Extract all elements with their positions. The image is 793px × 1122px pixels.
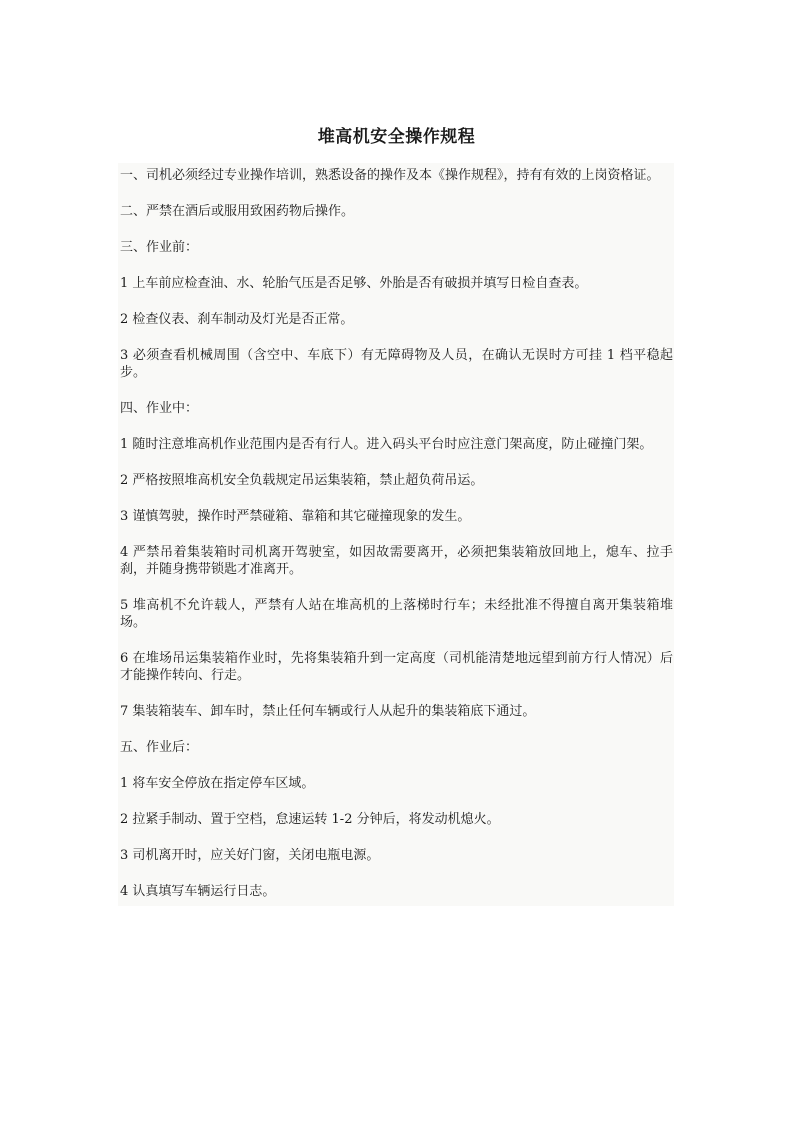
paragraph-during-6: 6 在堆场吊运集装箱作业时，先将集装箱升到一定高度（司机能清楚地远望到前方行人情况）后才能操作转向、行走。	[120, 651, 673, 683]
paragraph-after-4: 4 认真填写车辆运行日志。	[120, 884, 276, 899]
paragraph-before-2: 2 检查仪表、刹车制动及灯光是否正常。	[120, 312, 354, 327]
section-heading-after-work: 五、作业后：	[120, 740, 199, 755]
paragraph-during-2: 2 严格按照堆高机安全负载规定吊运集装箱，禁止超负荷吊运。	[120, 473, 484, 488]
paragraph-1: 一、司机必须经过专业操作培训，熟悉设备的操作及本《操作规程》，持有有效的上岗资格证。	[120, 168, 660, 183]
paragraph-after-3: 3 司机离开时，应关好门窗，关闭电瓶电源。	[120, 848, 380, 863]
paragraph-during-7: 7 集装箱装车、卸车时，禁止任何车辆或行人从起升的集装箱底下通过。	[120, 704, 536, 719]
paragraph-during-5: 5 堆高机不允许载人，严禁有人站在堆高机的上落梯时行车；未经批准不得擅自离开集装箱堆场。	[120, 598, 673, 630]
paragraph-before-3: 3 必须查看机械周围（含空中、车底下）有无障碍物及人员，在确认无误时方可挂 1 档平稳起步。	[120, 348, 673, 380]
paragraph-after-1: 1 将车安全停放在指定停车区域。	[120, 776, 315, 791]
paragraph-during-4: 4 严禁吊着集装箱时司机离开驾驶室，如因故需要离开，必须把集装箱放回地上，熄车、拉手刹，并随身携带锁匙才准离开。	[120, 545, 673, 577]
paragraph-2: 二、严禁在酒后或服用致困药物后操作。	[120, 204, 355, 219]
section-heading-before-work: 三、作业前：	[120, 240, 199, 255]
paragraph-after-2: 2 拉紧手制动、置于空档，怠速运转 1-2 分钟后，将发动机熄火。	[120, 812, 500, 827]
paragraph-during-3: 3 谨慎驾驶，操作时严禁碰箱、靠箱和其它碰撞现象的发生。	[120, 509, 471, 524]
document-body	[118, 163, 674, 906]
section-heading-during-work: 四、作业中：	[120, 401, 199, 416]
document-title: 堆高机安全操作规程	[317, 127, 476, 147]
paragraph-during-1: 1 随时注意堆高机作业范围内是否有行人。进入码头平台时应注意门架高度，防止碰撞门架。	[120, 437, 653, 452]
paragraph-before-1: 1 上车前应检查油、水、轮胎气压是否足够、外胎是否有破损并填写日检自查表。	[120, 276, 588, 291]
